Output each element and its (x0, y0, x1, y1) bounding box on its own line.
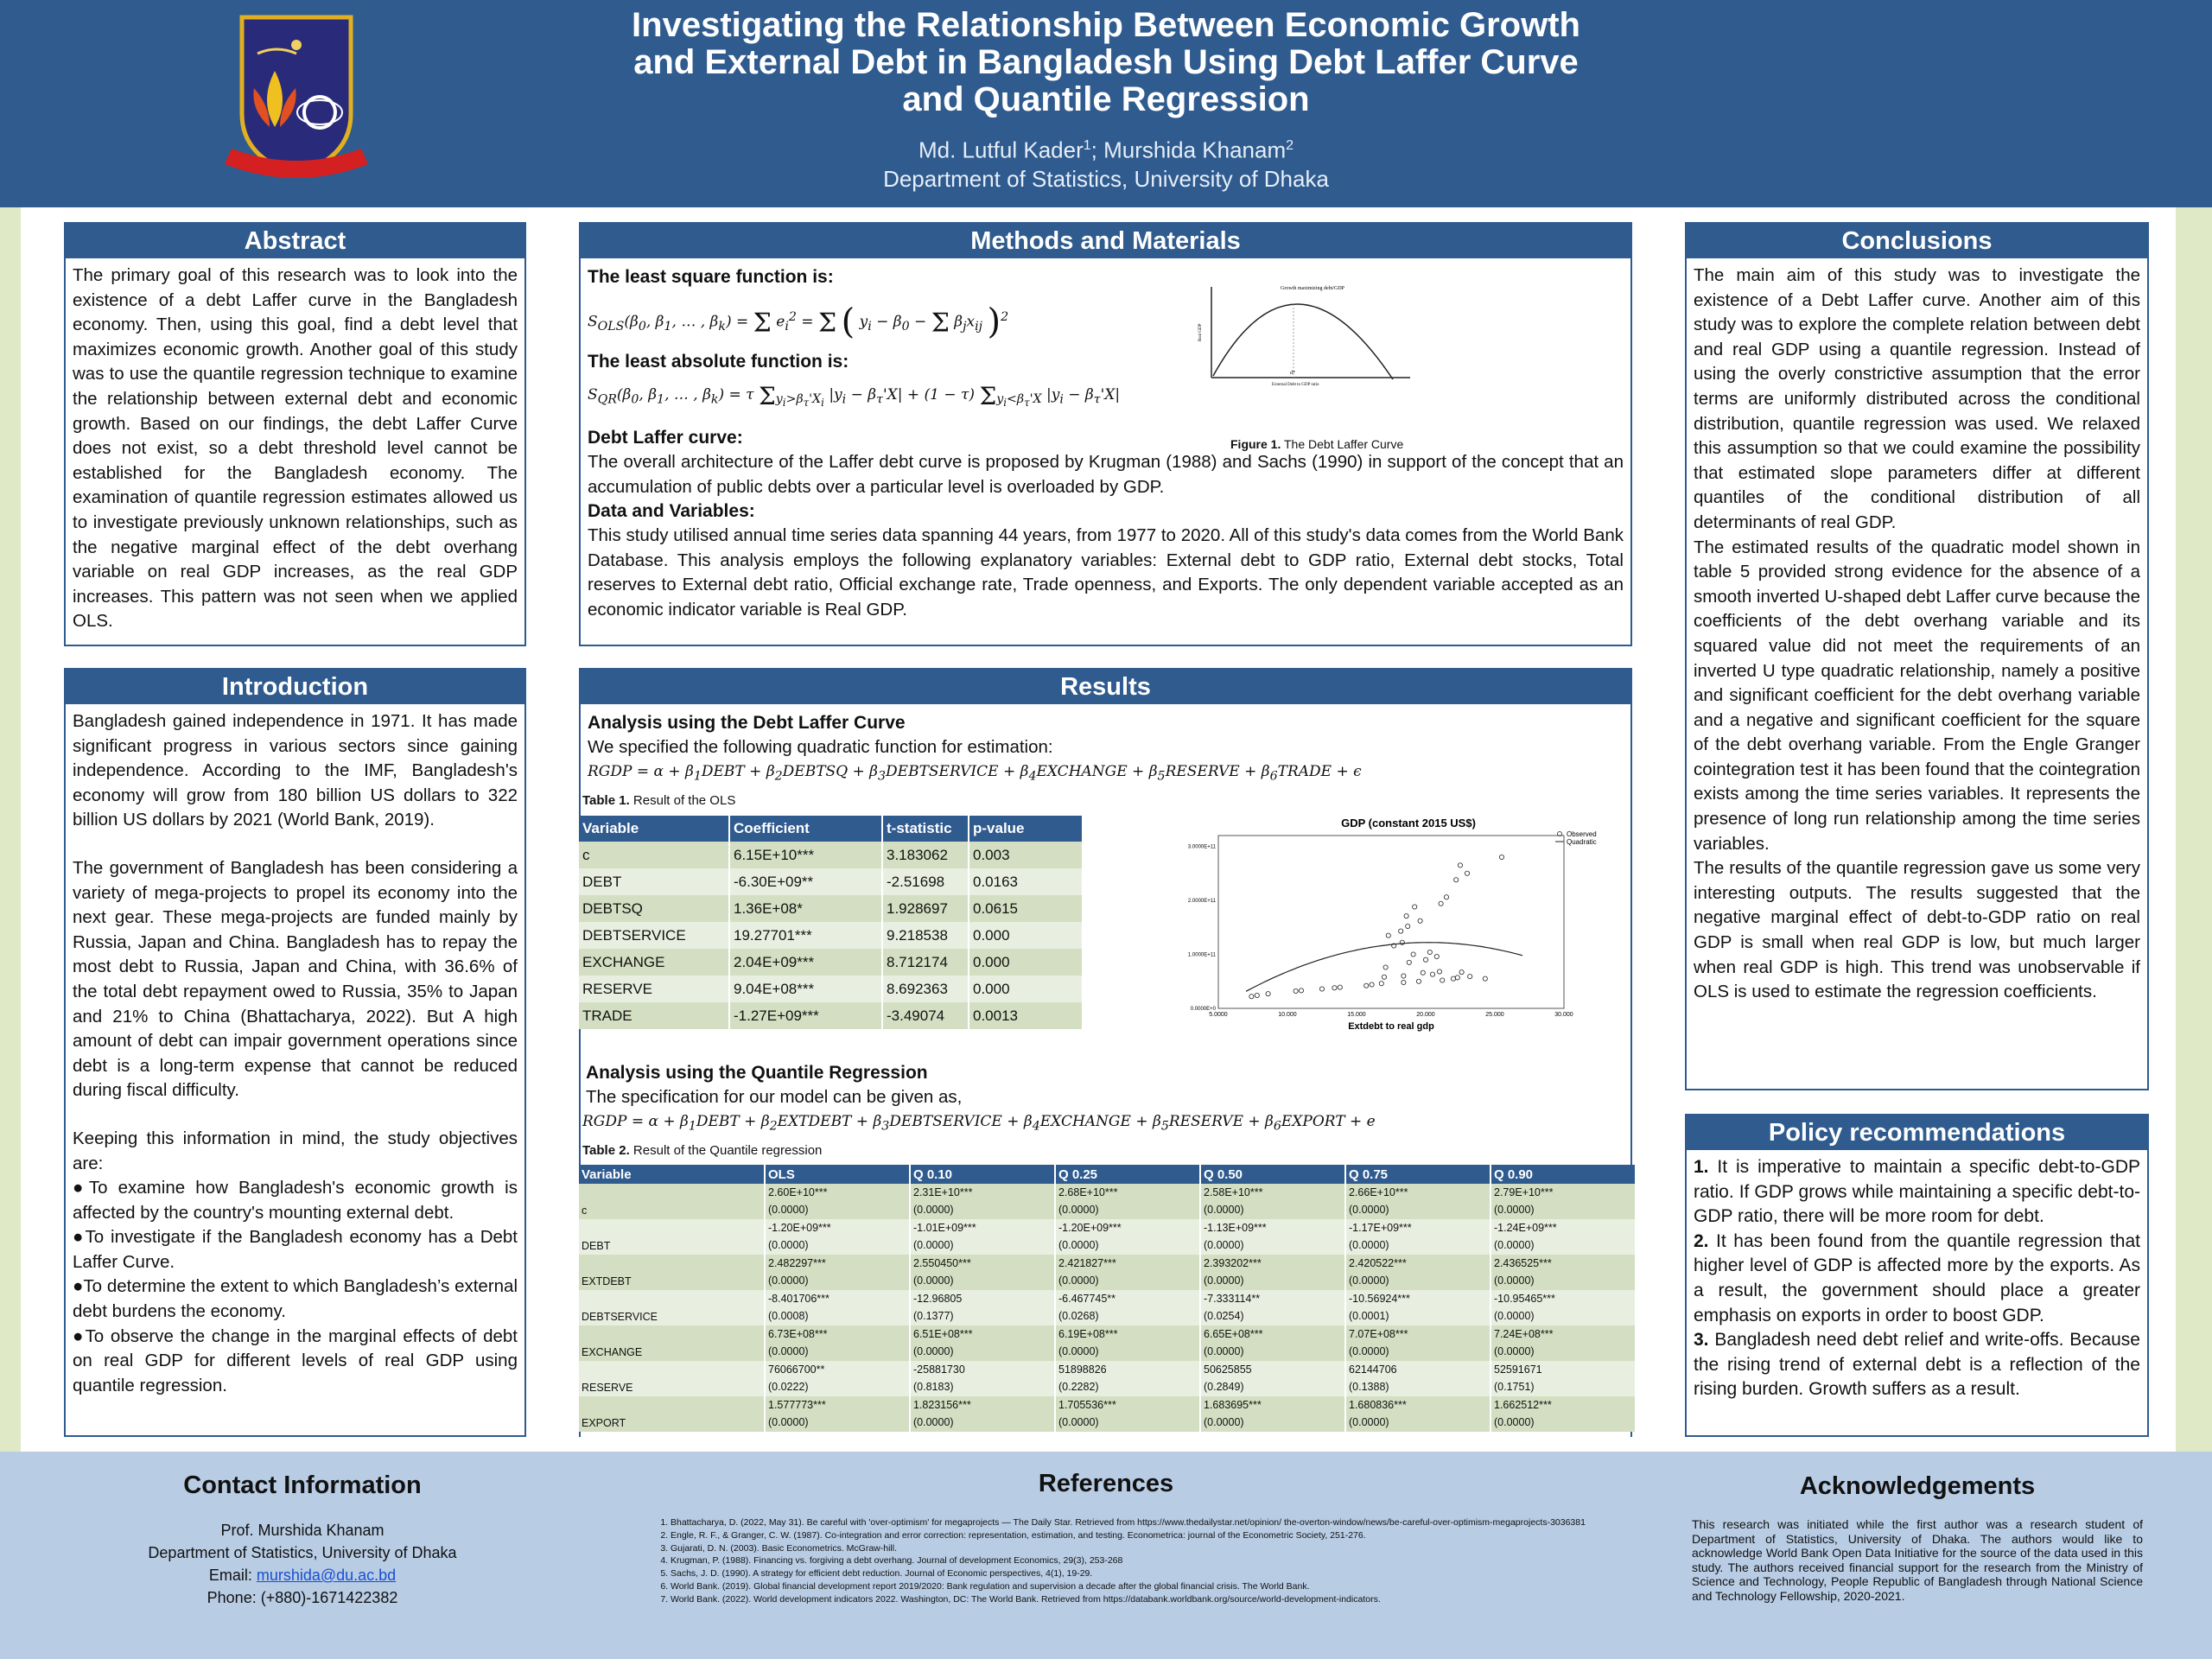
estimate-cell: 6.65E+08*** (0.0000) (1200, 1325, 1345, 1361)
least-square-label: The least square function is: (588, 267, 834, 287)
table-row: EXCHANGE 2.04E+09*** 8.712174 0.000 (579, 949, 1083, 976)
conclusion-paragraph-2: The estimated results of the quadratic model shown in table 5 provided strong evidence for the absence of a smooth inverted U-shaped debt Laffer curve because the coefficients of the debt overhang variable and its squared value did not meet the requirements of an inverted U type quadratic relationship, namely a positive and significant coefficient for the debt overhang variable and a negative and significant coefficient for the square of the debt overhang variable. From the Engle Granger cointegration test it has been found that the cointegration exists among the time series variables. It represents the presence of long run relationship among the time series variables. (1694, 537, 2140, 854)
chart-x-label: Extdebt to real gdp (1348, 1021, 1434, 1032)
observed-point (1386, 933, 1390, 938)
t2-header: Q 0.10 (910, 1165, 1055, 1184)
intro-paragraph-1: Bangladesh gained independence in 1971. It has made significant progress in various sectors since gaining independence. According to the IMF, Bangladesh's economy will grow from 180 billion US dollars to 322 billion US dollars by 2021 (World Bank, 2019). (73, 711, 518, 830)
analysis-quantile-text: The specification for our model can be given as, (586, 1087, 963, 1107)
observed-point (1294, 988, 1298, 993)
observed-point (1434, 954, 1439, 958)
policy-heading: Policy recommendations (1687, 1116, 2147, 1150)
rgdp-equation-1: RGDP = $\alpha + \beta_1DEBT$ + $\beta_2DEBTSQ$ + $\beta_3DEBTSERVICE$ + $\beta_4EXCHANGE$ + $\beta_5RESERVE$ + $\beta_6TRADE + \epsilon$ (588, 763, 1362, 784)
debt-laffer-label: Debt Laffer curve: (588, 428, 743, 448)
least-absolute-label: The least absolute function is: (588, 352, 849, 372)
observed-point (1499, 855, 1503, 859)
estimate-cell: -1.20E+09*** (0.0000) (1055, 1219, 1200, 1255)
abstract-heading: Abstract (66, 224, 524, 258)
observed-point (1299, 988, 1303, 993)
observed-point (1468, 975, 1472, 979)
estimate-cell: 51898826 (0.2282) (1055, 1361, 1200, 1396)
rgdp-equation-2: RGDP = $\alpha + \beta_1DEBT$ + $\beta_2EXTDEBT$ + $\beta_3DEBTSERVICE$ + $\beta_4EXCHANGE$ + $\beta_5RESERVE$ + $\beta_6EXPORT + e$ (582, 1113, 1376, 1134)
estimate-cell: 2.482297*** (0.0000) (765, 1255, 910, 1290)
chart-legend (1555, 830, 1597, 846)
x-tick-label: 5.0000 (1209, 1012, 1228, 1018)
quadratic-fit-line (1246, 943, 1522, 992)
observed-point (1458, 863, 1462, 868)
observed-point (1416, 979, 1421, 983)
estimate-cell: -8.401706*** (0.0008) (765, 1290, 910, 1325)
observed-point (1418, 918, 1422, 923)
reference-item: 1. Bhattacharya, D. (2022, May 31). Be careful with 'over-optimism' for megaprojects — The Daily Star. Retrieved from https://www.thedailystar.net/opinion/ the-overton-window/news/be-careful-over-optimism-megaprojects-3036381 (671, 1516, 1586, 1529)
t2-header: OLS (765, 1165, 910, 1184)
variable-cell: c (579, 1184, 765, 1219)
observed-point (1423, 957, 1427, 962)
t1-header: Coefficient (729, 816, 882, 842)
author-block: Md. Lutful Kader$^1$; Murshida Khanam$^2$ Department of Statistics, University of Dhaka (605, 131, 1607, 194)
x-tick-label: 30.000 (1554, 1012, 1573, 1018)
figure1-y-label: Real GDP (1198, 323, 1203, 341)
observed-point (1319, 987, 1324, 991)
observed-point (1364, 983, 1369, 988)
debt-laffer-text: The overall architecture of the Laffer debt curve is proposed by Krugman (1988) and Sachs (1990) in support of the concept that an accumulation of public debts over a particular level is overloaded by GDP. (588, 452, 1624, 497)
estimate-cell: -1.20E+09*** (0.0000) (765, 1219, 910, 1255)
table-row: c 6.15E+10*** 3.183062 0.003 (579, 842, 1083, 868)
table-row: TRADE -1.27E+09*** -3.49074 0.0013 (579, 1002, 1083, 1029)
observed-point (1266, 992, 1270, 996)
estimate-cell: 2.31E+10*** (0.0000) (910, 1184, 1055, 1219)
observed-point (1459, 970, 1464, 975)
estimate-cell: 62144706 (0.1388) (1345, 1361, 1491, 1396)
estimate-cell: 2.436525*** (0.0000) (1491, 1255, 1636, 1290)
estimate-cell: 2.66E+10*** (0.0000) (1345, 1184, 1491, 1219)
contact-name: Prof. Murshida Khanam (220, 1522, 385, 1539)
contact-phone: Phone: (+880)-1671422382 (207, 1589, 398, 1606)
estimate-cell: 7.24E+08*** (0.0000) (1491, 1325, 1636, 1361)
affiliation: Department of Statistics, University of Dhaka (883, 165, 1329, 192)
observed-point (1411, 952, 1415, 957)
y-tick-label: 2.0000E+11 (1187, 899, 1216, 904)
legend-observed: Observed (1567, 830, 1597, 838)
observed-point (1402, 974, 1406, 978)
observed-point (1430, 972, 1434, 976)
quantile-table (579, 1165, 1637, 1432)
figure1-x-label: External Debt to GDP ratio (1272, 383, 1319, 386)
t2-header: Q 0.50 (1200, 1165, 1345, 1184)
table-row: RESERVE 9.04E+08*** 8.692363 0.000 (579, 976, 1083, 1002)
observed-point (1370, 982, 1374, 987)
policy-item: 1. It is imperative to maintain a specific debt-to-GDP ratio. If GDP grows while maintaining a specific debt-to-GDP ratio, there will be more room for debt. (1694, 1157, 2140, 1227)
methods-panel (579, 222, 1632, 646)
estimate-cell: 2.550450*** (0.0000) (910, 1255, 1055, 1290)
analysis-quantile-heading: Analysis using the Quantile Regression (586, 1063, 928, 1083)
table-row: DEBTSERVICE 19.27701*** 9.218538 0.000 (579, 922, 1083, 949)
estimate-cell: -10.56924*** (0.0001) (1345, 1290, 1491, 1325)
observed-point (1437, 969, 1441, 974)
results-heading: Results (581, 670, 1630, 704)
references-heading: References (1038, 1470, 1174, 1497)
qr-equation: $S_{QR}(\beta_0$, $\beta_1$, … , $\beta_k) = \tau$ $\Sigma_{y_i>\beta_\tau'X_i}$ $|y_i - \beta_\tau'X| + (1 - \tau)$ $\Sigma_{y_i<\beta_\tau'X}$ $|y_i - \beta_\tau'X|$ (588, 382, 1121, 410)
table-row (579, 1255, 1636, 1290)
legend-quadratic: Quadratic (1567, 838, 1597, 846)
estimate-cell: 7.07E+08*** (0.0000) (1345, 1325, 1491, 1361)
observed-point (1332, 986, 1337, 990)
y-tick-label: 1.0000E+11 (1187, 952, 1216, 958)
analysis-laffer-text: We specified the following quadratic function for estimation: (588, 737, 1053, 757)
observed-point (1399, 929, 1403, 933)
t1-header: Variable (579, 816, 729, 842)
contact-dept: Department of Statistics, University of Dhaka (148, 1544, 457, 1561)
observed-point (1382, 975, 1386, 979)
observed-point (1455, 976, 1459, 980)
estimate-cell: 1.705536*** (0.0000) (1055, 1396, 1200, 1432)
contact-info (121, 1519, 484, 1609)
chart-title: GDP (constant 2015 US$) (1341, 817, 1476, 830)
variable-cell: EXCHANGE (579, 1325, 765, 1361)
estimate-cell: 2.68E+10*** (0.0000) (1055, 1184, 1200, 1219)
author-1: Md. Lutful Kader (918, 137, 1084, 163)
objective-item: ●To observe the change in the marginal effects of debt on real GDP for different levels of real GDP using quantile regression. (73, 1325, 518, 1395)
header (0, 0, 2212, 207)
intro-paragraph-3: Keeping this information in mind, the study objectives are: (73, 1128, 518, 1173)
table-row (579, 1219, 1636, 1255)
observed-point (1338, 985, 1342, 989)
figure1-annotation: Growth maximizing debt/GDP (1281, 286, 1344, 291)
estimate-cell: -1.17E+09*** (0.0000) (1345, 1219, 1491, 1255)
gdp-scatter-chart (1158, 817, 1624, 1033)
poster-title: Investigating the Relationship Between Economic Growth and External Debt in Bangladesh Using Debt Laffer Curve and Quantile Regression (632, 6, 1580, 118)
estimate-cell: 1.577773*** (0.0000) (765, 1396, 910, 1432)
estimate-cell: 1.683695*** (0.0000) (1200, 1396, 1345, 1432)
t2-header: Q 0.75 (1345, 1165, 1491, 1184)
observed-point (1451, 976, 1455, 981)
variable-cell: EXPORT (579, 1396, 765, 1432)
table1-caption: Table 1. Result of the OLS (582, 793, 736, 808)
estimate-cell: -12.96805 (0.1377) (910, 1290, 1055, 1325)
reference-item: 6. World Bank. (2019). Global financial development report 2019/2020: Bank regulation and supervision a decade after the global financial crisis. The World Bank. (671, 1580, 1586, 1593)
table-row: DEBT -6.30E+09** -2.51698 0.0163 (579, 868, 1083, 895)
estimate-cell: 2.58E+10*** (0.0000) (1200, 1184, 1345, 1219)
variable-cell: RESERVE (579, 1361, 765, 1396)
table-row (579, 1184, 1636, 1219)
estimate-cell: -10.95465*** (0.0000) (1491, 1290, 1636, 1325)
table-row: DEBTSQ 1.36E+08* 1.928697 0.0615 (579, 895, 1083, 922)
y-tick-label: 0.0000E+0 (1190, 1007, 1216, 1012)
observed-point (1413, 905, 1417, 909)
acknowledgements-heading: Acknowledgements (1799, 1472, 2036, 1500)
observed-point (1406, 924, 1410, 928)
x-tick-label: 20.000 (1416, 1012, 1435, 1018)
observed-point (1444, 895, 1448, 899)
estimate-cell: -1.24E+09*** (0.0000) (1491, 1219, 1636, 1255)
estimate-cell: 6.19E+08*** (0.0000) (1055, 1325, 1200, 1361)
observed-point (1440, 978, 1445, 982)
observed-point (1483, 976, 1487, 981)
t2-header: Variable (579, 1165, 765, 1184)
observed-point (1427, 950, 1432, 954)
observed-point (1402, 980, 1406, 984)
variable-cell: DEBTSERVICE (579, 1290, 765, 1325)
analysis-laffer-heading: Analysis using the Debt Laffer Curve (588, 713, 906, 733)
author-2: Murshida Khanam (1103, 137, 1287, 163)
observed-point (1421, 970, 1425, 975)
table-row (579, 1290, 1636, 1325)
estimate-cell: -7.333114** (0.0254) (1200, 1290, 1345, 1325)
x-tick-label: 25.000 (1485, 1012, 1504, 1018)
observed-point (1407, 960, 1411, 964)
variable-cell: EXTDEBT (579, 1255, 765, 1290)
conclusion-paragraph-1: The main aim of this study was to investigate the existence of a Debt Laffer curve. Another aim of this study was to explore the complete relation between debt and real GDP using a quantile regression. Instead of using the overly constrictive assumption that the error terms are uniformly distributed across the conditional distribution, quantile regression was used. We relaxed this assumption so that we could examine the possibility that estimated slope parameters differ at different quantiles of the conditional distribution of all determinants of real GDP. (1694, 265, 2140, 532)
observed-point (1454, 878, 1459, 882)
t1-header: t-statistic (882, 816, 969, 842)
estimate-cell: -1.01E+09*** (0.0000) (910, 1219, 1055, 1255)
estimate-cell: 50625855 (0.2849) (1200, 1361, 1345, 1396)
policy-item: 3. Bangladesh need debt relief and write-offs. Because the rising trend of external debt is a reflection of the rising burden. Growth suffers as a result. (1694, 1330, 2140, 1400)
estimate-cell: 2.60E+10*** (0.0000) (765, 1184, 910, 1219)
email-label: Email: (208, 1567, 257, 1584)
t2-header: Q 0.90 (1491, 1165, 1636, 1184)
estimate-cell: 1.680836*** (0.0000) (1345, 1396, 1491, 1432)
figure1-caption: Figure 1. The Debt Laffer Curve (1230, 437, 1404, 451)
x-tick-label: 10.000 (1278, 1012, 1297, 1018)
data-variables-label: Data and Variables: (588, 501, 755, 522)
data-variables-text: This study utilised annual time series data spanning 44 years, from 1977 to 2020. All of this study's data comes from the World Bank Database. This analysis employs the following explanatory variables: External debt to GDP ratio, External debt stocks, Total reserves to External debt ratio, Official exchange rate, Trade openness, and Exports. The only dependent variable accepted as an economic indicator variable is Real GDP. (588, 525, 1624, 620)
y-tick-label: 3.0000E+11 (1187, 844, 1216, 850)
introduction-text (66, 704, 524, 1398)
estimate-cell: 2.420522*** (0.0000) (1345, 1255, 1491, 1290)
objective-item: ●To determine the extent to which Bangladesh’s external debt burdens the economy. (73, 1276, 518, 1322)
ols-equation: $S_{OLS}(\beta_0$, $\beta_1$, … , $\beta_k) = \Sigma$ $e_i^2 = \Sigma$ ( $y_i - \beta_0 - \Sigma$ $\beta_jx_{ij}$ )$^2$ (588, 302, 1009, 342)
observed-point (1249, 995, 1254, 999)
reference-item: 3. Gujarati, D. N. (2003). Basic Econometrics. McGraw-hill. (671, 1542, 1586, 1555)
table2-caption: Table 2. Result of the Quantile regression (582, 1143, 823, 1158)
observed-point (1379, 982, 1383, 986)
introduction-heading: Introduction (66, 670, 524, 704)
x-tick-label: 15.000 (1347, 1012, 1366, 1018)
intro-paragraph-2: The government of Bangladesh has been considering a variety of mega-projects to propel its economy into the next gear. These mega-projects are funded mainly by Russia, Japan and China. Bangladesh has to repay the most debt to Russia, Japan and China, with 36.6% of the total debt repayment owed to Russia, 35% to Japan and 21% to China (Bhattacharya, 2022). But A high amount of debt can impair government operations since debt is a long-term expense that cannot be reduced during fiscal difficulty. (73, 857, 518, 1101)
table-row (579, 1325, 1636, 1361)
observed-point (1383, 965, 1388, 969)
estimate-cell: 2.421827*** (0.0000) (1055, 1255, 1200, 1290)
reference-item: 7. World Bank. (2022). World development indicators 2022. Washington, DC: The World Bank. Retrieved from https://databank.worldbank.org/source/world-development-indicators. (671, 1593, 1586, 1606)
conclusions-heading: Conclusions (1687, 224, 2147, 258)
estimate-cell: 6.73E+08*** (0.0000) (765, 1325, 910, 1361)
estimate-cell: 1.823156*** (0.0000) (910, 1396, 1055, 1432)
conclusions-panel (1685, 222, 2149, 1090)
ols-table (579, 816, 1084, 1029)
t1-header: p-value (969, 816, 1083, 842)
conclusion-paragraph-3: The results of the quantile regression gave us some very interesting outputs. The results suggested that the negative marginal effect of debt-to-GDP ratio on real GDP is small when real GDP is low, but much larger when real GDP is high. This trend was unobservable if OLS is used to estimate the regression coefficients. (1694, 858, 2140, 1002)
variable-cell: DEBT (579, 1219, 765, 1255)
observed-point (1255, 993, 1259, 997)
estimate-cell: 6.51E+08*** (0.0000) (910, 1325, 1055, 1361)
debt-laffer-figure (1194, 283, 1419, 386)
t2-header: Q 0.25 (1055, 1165, 1200, 1184)
reference-item: 2. Engle, R. F., & Granger, C. W. (1987). Co-integration and error correction: representation, estimation, and testing. Econometrica: journal of the Econometric Society, 251-276. (671, 1529, 1586, 1542)
acknowledgements-text: This research was initiated while the first author was a research student of Department of Statistics, University of Dhaka. The authors would like to acknowledge World Bank Open Data Initiative for the source of the data used in this study. The authors received financial support for the research from the Ministry of Science and Technology, People Republic of Bangladesh through National Science and Technology Fellowship, 2020-2021. (1692, 1517, 2143, 1603)
table-row (579, 1361, 1636, 1396)
estimate-cell: -6.467745** (0.0268) (1055, 1290, 1200, 1325)
university-logo (223, 10, 370, 183)
references-list (648, 1516, 1586, 1606)
observed-point (1404, 914, 1408, 918)
estimate-cell: 1.662512*** (0.0000) (1491, 1396, 1636, 1432)
estimate-cell: 2.393202*** (0.0000) (1200, 1255, 1345, 1290)
estimate-cell: -25881730 (0.8183) (910, 1361, 1055, 1396)
figure1-dstar: d* (1290, 371, 1295, 376)
abstract-text: The primary goal of this research was to look into the existence of a debt Laffer curve in the Bangladesh economy. Then, using this goal, find a debt level that maximizes economic growth. Another goal of this study was to use the quantile regression technique to examine the relationship between external debt and economic growth. Based on our findings, the debt Laffer Curve does not exist, so a debt threshold level cannot be established for the Bangladesh economy. The examination of quantile regression estimates allowed us to investigate previously unknown relationships, such as the negative marginal effect of the debt overhang variable on real GDP increases, as the real GDP increases. This pattern was not seen when we applied OLS. (73, 265, 518, 632)
introduction-panel (64, 668, 526, 1437)
objective-item: ●To investigate if the Bangladesh economy has a Debt Laffer Curve. (73, 1227, 518, 1272)
email-link[interactable]: murshida@du.ac.bd (256, 1567, 397, 1584)
table-row (579, 1396, 1636, 1432)
estimate-cell: 2.79E+10*** (0.0000) (1491, 1184, 1636, 1219)
estimate-cell: -1.13E+09*** (0.0000) (1200, 1219, 1345, 1255)
objective-item: ●To examine how Bangladesh's economic growth is affected by the country's mounting external debt. (73, 1178, 518, 1223)
policy-panel (1685, 1114, 2149, 1437)
reference-item: 4. Krugman, P. (1988). Financing vs. forgiving a debt overhang. Journal of development Economics, 29(3), 253-268 (671, 1554, 1586, 1567)
estimate-cell: 52591671 (0.1751) (1491, 1361, 1636, 1396)
observed-point (1439, 901, 1443, 906)
estimate-cell: 76066700** (0.0222) (765, 1361, 910, 1396)
methods-heading: Methods and Materials (581, 224, 1630, 258)
observed-point (1465, 871, 1469, 875)
policy-item: 2. It has been found from the quantile regression that higher level of GDP is affected more by the exports. As a result, the government should place a greater emphasis on exports in order to boost GDP. (1694, 1230, 2140, 1325)
abstract-panel (64, 222, 526, 646)
contact-heading: Contact Information (183, 1471, 422, 1499)
reference-item: 5. Sachs, J. D. (1990). A strategy for efficient debt reduction. Journal of Economic perspectives, 4(1), 19-29. (671, 1567, 1586, 1580)
